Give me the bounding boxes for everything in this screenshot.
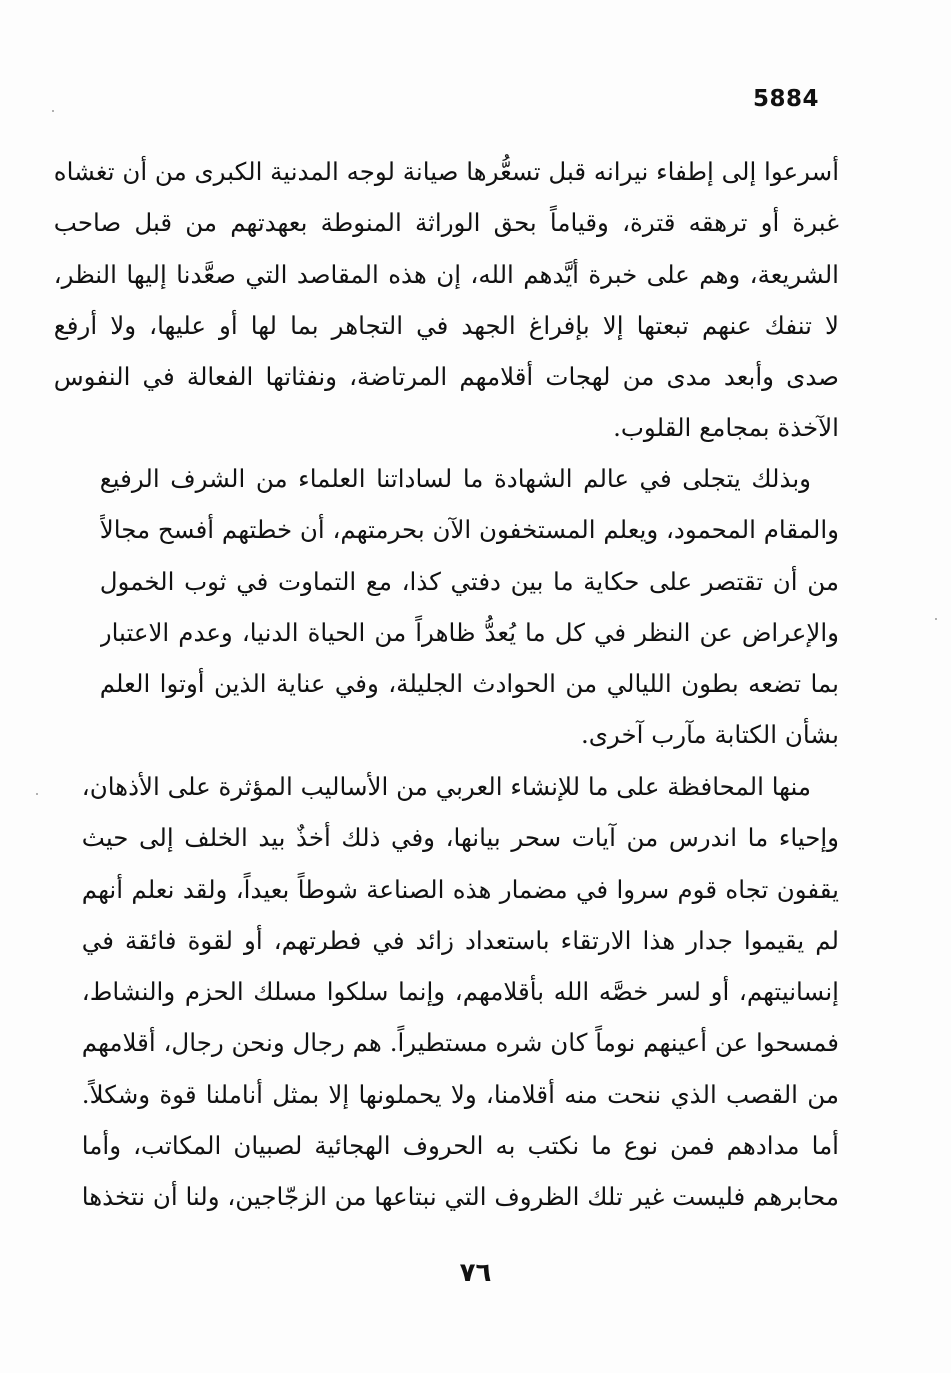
text-line: يقفون تجاه قوم سروا في مضمار هذه الصناعة شوطاً بعيداً، ولقد نعلم أنهم: [81, 874, 839, 904]
page-number: ٧٦: [459, 1258, 492, 1288]
text-line: لا تنفك عنهم تبعتها إلا بإفراغ الجهد في التجاهر بما لها أو عليها، ولا أرفع: [53, 310, 839, 340]
text-line: محابرهم فليست غير تلك الظروف التي نبتاعها من الزجّاجين، ولنا أن نتخذها: [81, 1182, 839, 1212]
text-line: وإحياء ما اندرس من آيات سحر بيانها، وفي ذلك أخذٌ بيد الخلف إلى حيث: [81, 823, 839, 853]
text-line: والإعراض عن النظر في كل ما يُعدُّ ظاهراً من الحياة الدنيا، وعدم الاعتبار: [99, 617, 839, 647]
text-line: إنسانيتهم، أو لسر خصَّه الله بأقلامهم، وإنما سلكوا مسلك الحزم والنشاط،: [81, 977, 839, 1007]
text-line: وبذلك يتجلى في عالم الشهادة ما لساداتنا العلماء من الشرف الرفيع: [99, 464, 811, 493]
text-line: أما مدادهم فمن نوع ما نكتب به الحروف الهجائية لصبيان المكاتب، وأما: [81, 1131, 839, 1161]
text-line: فمسحوا عن أعينهم نوماً كان شره مستطيراً. هم رجال ونحن رجال، أقلامهم: [81, 1028, 839, 1058]
text-line: الشريعة، وهم على خبرة أيَّدهم الله، إن هذه المقاصد التي صعَّدنا إليها النظر،: [53, 259, 839, 289]
scan-speck: [52, 110, 54, 112]
text-line: غبرة أو ترهقه قترة، وقياماً بحق الوراثة المنوطة بعهدتهم من قبل صاحب: [53, 208, 839, 238]
text-line: لم يقيموا جدار هذا الارتقاء باستعداد زائد في فطرتهم، أو لقوة فائقة في: [81, 925, 839, 955]
text-line: الآخذة بمجامع القلوب.: [613, 413, 839, 443]
text-line: والمقام المحمود، ويعلم المستخفون الآن بحرمتهم، أن خطتهم أفسح مجالاً: [99, 515, 839, 545]
paragraph-2: [100, 453, 839, 761]
text-line: منها المحافظة على ما للإنشاء العربي من الأساليب المؤثرة على الأذهان،: [81, 772, 811, 801]
text-line: من القصب الذي ننحت منه أقلامنا، ولا يحملونها إلا بمثل أناملنا قوة وشكلاً.: [81, 1079, 839, 1109]
text-line: بما تضعه بطون الليالي من الحوادث الجليلة، وفي عناية الذين أوتوا العلم: [99, 669, 839, 699]
text-line: صدى وأبعد مدى من لهجات أقلامهم المرتاضة، ونفثاتها الفعالة في النفوس: [53, 362, 839, 392]
scan-speck: [36, 793, 38, 795]
text-line: من أن تقتصر على حكاية ما بين دفتي كذا، مع التماوت في ثوب الخمول: [99, 566, 839, 596]
paragraph-1: [54, 146, 839, 454]
text-line: أسرعوا إلى إطفاء نيرانه قبل تسعُّرها صيانة لوجه المدنية الكبرى من أن تغشاه: [53, 157, 839, 186]
paragraph-3: [82, 761, 839, 1223]
page-identifier: 5884: [752, 86, 819, 112]
text-line: بشأن الكتابة مآرب آخرى.: [580, 720, 839, 750]
scan-speck: [935, 618, 937, 620]
